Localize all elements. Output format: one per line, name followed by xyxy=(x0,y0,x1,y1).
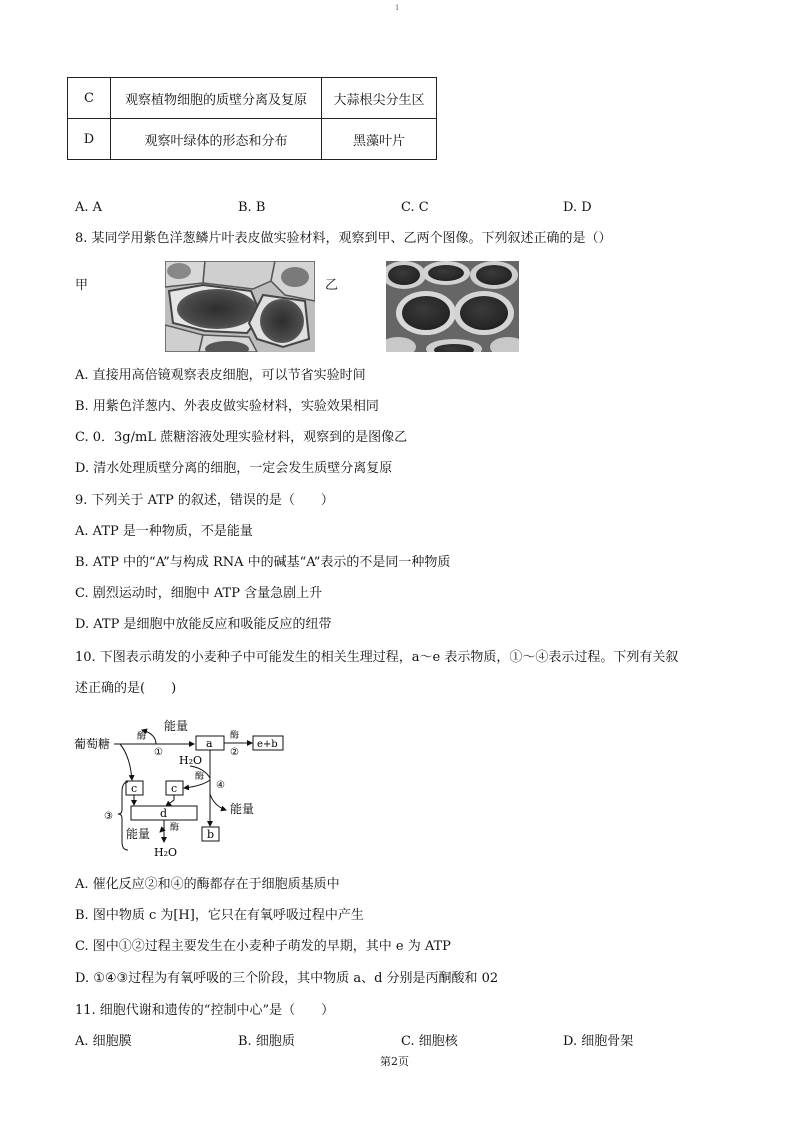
label-water-bottom: H₂O xyxy=(154,846,178,859)
label-jia: 甲 xyxy=(75,278,89,293)
q11-stem: 11. 细胞代谢和遗传的“控制中心”是（ ） xyxy=(75,1003,335,1018)
q8-option-d: D. 清水处理质壁分离的细胞，一定会发生质壁分离复原 xyxy=(75,461,393,476)
experiment-table xyxy=(67,77,437,160)
label-enzyme-1: 酶 xyxy=(137,732,147,742)
arrow-energy-3 xyxy=(160,828,164,832)
q7-option-a: A. A xyxy=(75,200,103,215)
q11-option-a: A. 细胞膜 xyxy=(75,1034,132,1049)
arrow-energy-4 xyxy=(210,794,226,810)
q10-option-a: A. 催化反应②和④的酶都存在于细胞质基质中 xyxy=(75,877,340,892)
label-energy-1: 能量 xyxy=(164,719,189,733)
table-row xyxy=(68,78,437,119)
page-mark: 1 xyxy=(395,4,400,12)
table-cell: 大蒜根尖分生区 xyxy=(322,78,437,119)
table-cell: 观察叶绿体的形态和分布 xyxy=(111,119,322,160)
q8-stem: 8. 某同学用紫色洋葱鳞片叶表皮做实验材料，观察到甲、乙两个图像。下列叙述正确的是（） xyxy=(75,231,612,246)
q11-option-d: D. 细胞骨架 xyxy=(563,1034,634,1049)
q7-option-d: D. D xyxy=(563,200,592,215)
q7-option-b: B. B xyxy=(238,200,266,215)
respiration-diagram xyxy=(74,716,294,864)
table-cell: C xyxy=(68,78,111,119)
q8-option-b: B. 用紫色洋葱内、外表皮做实验材料，实验效果相同 xyxy=(75,399,379,414)
q11-option-b: B. 细胞质 xyxy=(238,1034,295,1049)
label-step4: ④ xyxy=(216,780,225,791)
label-step2: ② xyxy=(230,747,239,758)
q11-option-c: C. 细胞核 xyxy=(401,1034,458,1049)
table-cell: 黑藻叶片 xyxy=(322,119,437,160)
table-cell: 观察植物细胞的质壁分离及复原 xyxy=(111,78,322,119)
label-d: d xyxy=(160,807,168,820)
arrow-c2-d xyxy=(166,795,174,806)
q9-option-d: D. ATP 是细胞中放能反应和吸能反应的纽带 xyxy=(75,617,332,632)
label-step3: ③ xyxy=(104,811,113,822)
table-cell: D xyxy=(68,119,111,160)
page-footer: 第2页 xyxy=(380,1055,409,1068)
arrow-to-c1 xyxy=(120,744,132,780)
label-enzyme-4: 酶 xyxy=(195,772,205,782)
q9-stem: 9. 下列关于 ATP 的叙述，错误的是（ ） xyxy=(75,493,334,508)
label-enzyme-2: 酶 xyxy=(230,731,240,741)
label-c1: c xyxy=(131,782,138,795)
label-enzyme-3: 酶 xyxy=(170,823,180,833)
q8-option-a: A. 直接用高倍镜观察表皮细胞，可以节省实验时间 xyxy=(75,368,366,383)
label-yi: 乙 xyxy=(325,278,339,293)
q9-option-c: C. 剧烈运动时，细胞中 ATP 含量急剧上升 xyxy=(75,586,323,601)
q9-option-b: B. ATP 中的“A”与构成 RNA 中的碱基“A”表示的不是同一种物质 xyxy=(75,555,451,570)
q10-stem-line2: 述正确的是( ) xyxy=(75,681,177,696)
q10-option-c: C. 图中①②过程主要发生在小麦种子萌发的早期，其中 e 为 ATP xyxy=(75,939,451,954)
label-b: b xyxy=(207,828,215,841)
table-row xyxy=(68,119,437,160)
q9-option-a: A. ATP 是一种物质，不是能量 xyxy=(75,524,253,539)
q8-option-c: C. 0．3g/mL 蔗糖溶液处理实验材料，观察到的是图像乙 xyxy=(75,430,408,445)
q7-option-c: C. C xyxy=(401,200,429,215)
label-water-top: H₂O xyxy=(179,754,203,767)
q10-option-b: B. 图中物质 c 为[H]，它只在有氧呼吸过程中产生 xyxy=(75,908,364,923)
label-glucose: 葡萄糖 xyxy=(74,737,111,751)
label-step1: ① xyxy=(154,747,163,758)
label-energy-3: 能量 xyxy=(126,827,151,841)
q10-option-d: D. ①④③过程为有氧呼吸的三个阶段，其中物质 a、d 分别是丙酮酸和 02 xyxy=(75,971,499,986)
label-eb: e+b xyxy=(257,739,278,750)
q10-stem-line1: 10. 下图表示萌发的小麦种子中可能发生的相关生理过程，a～e 表示物质，①～④表示过程。下列有关叙 xyxy=(75,650,679,665)
label-a: a xyxy=(206,737,213,750)
micrograph-yi xyxy=(386,261,519,352)
micrograph-jia xyxy=(165,261,315,352)
label-energy-4: 能量 xyxy=(230,802,255,816)
label-c2: c xyxy=(171,782,178,795)
